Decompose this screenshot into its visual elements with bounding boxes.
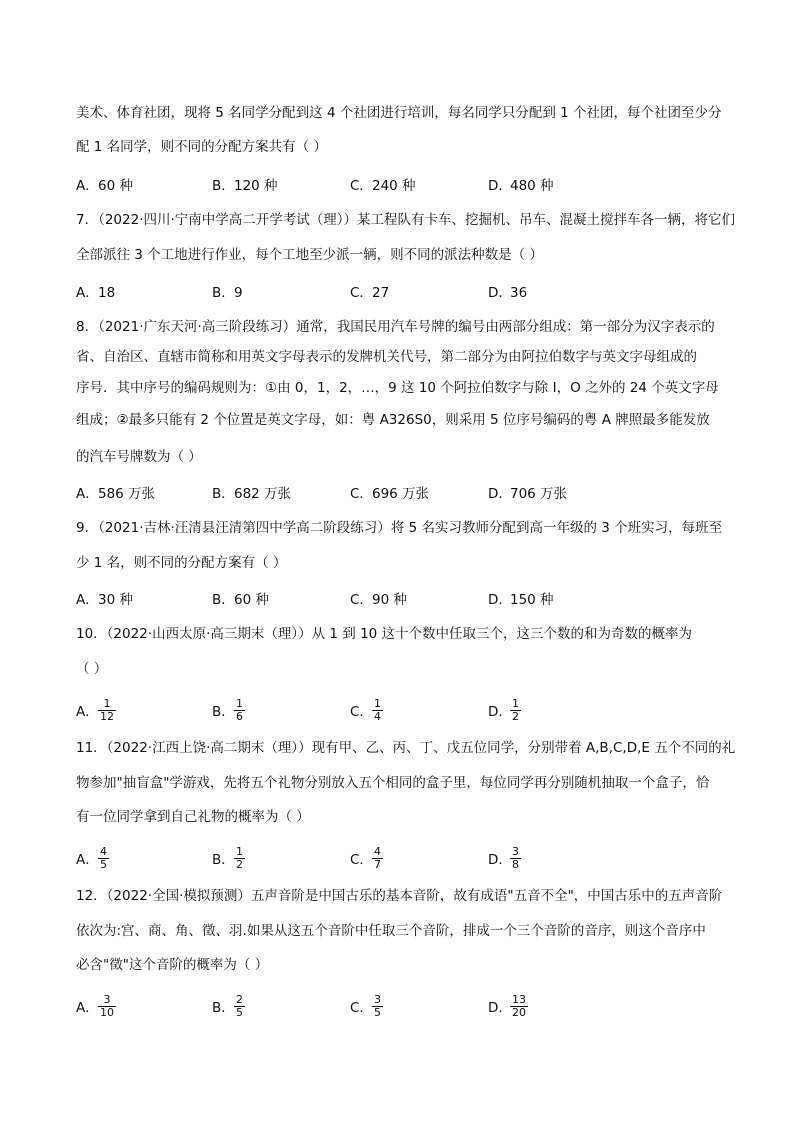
- option-label: D．: [488, 285, 512, 301]
- q7-option-b[interactable]: [212, 280, 243, 306]
- q6-text-line-2: 配 1 名同学，则不同的分配方案共有（ ）: [76, 139, 327, 155]
- option-label: C．: [350, 285, 373, 301]
- fraction: $\frac{1}{2}$: [512, 696, 519, 723]
- option-label: A．: [76, 704, 99, 720]
- q6-option-a[interactable]: [76, 173, 133, 199]
- option-label: C．: [350, 704, 373, 720]
- option-label: B．: [212, 852, 235, 868]
- option-label: B．: [212, 592, 235, 608]
- q10-text-line-1: 10．（2022·山西太原·高三期末（理））从 1 到 10 这十个数中任取三个，这三个数的和为奇数的概率为: [76, 626, 693, 642]
- fraction: $\frac{3}{5}$: [374, 992, 381, 1019]
- q6-option-d[interactable]: [488, 173, 554, 199]
- option-value: 27: [372, 285, 390, 301]
- option-value: 706 万张: [510, 486, 568, 502]
- q10-option-d[interactable]: [488, 696, 521, 725]
- q8-option-d[interactable]: [488, 481, 567, 507]
- q7-text-line-1: 7．（2022·四川·宁南中学高二开学考试（理））某工程队有卡车、挖掘机、吊车、混凝土搅拌车各一辆，将它们: [76, 212, 736, 228]
- q8-text-line-5: 的汽车号牌数为（ ）: [76, 449, 202, 465]
- q12-text-line-1: 12．（2022·全国·模拟预测）五声音阶是中国古乐的基本音阶，故有成语"五音不全"，中国古乐中的五声音阶: [76, 888, 723, 904]
- option-label: B．: [212, 178, 235, 194]
- q7-option-c[interactable]: [350, 280, 389, 306]
- option-value: 120 种: [234, 178, 278, 194]
- q12-options: [76, 992, 736, 1021]
- option-label: C．: [350, 852, 373, 868]
- option-label: A．: [76, 178, 99, 194]
- q9-text-line-2: 少 1 名，则不同的分配方案有（ ）: [76, 555, 287, 571]
- option-label: D．: [488, 704, 512, 720]
- option-label: C．: [350, 486, 373, 502]
- option-value: 30 种: [98, 592, 133, 608]
- q9-option-d[interactable]: [488, 587, 554, 613]
- option-label: D．: [488, 852, 512, 868]
- q12-option-a[interactable]: [76, 992, 116, 1021]
- option-value: 480 种: [510, 178, 554, 194]
- q9-options: [76, 587, 736, 613]
- q7-option-a[interactable]: [76, 280, 115, 306]
- option-value: 18: [98, 285, 116, 301]
- q6-option-c[interactable]: [350, 173, 416, 199]
- q12-option-d[interactable]: [488, 992, 528, 1021]
- option-label: B．: [212, 1000, 235, 1016]
- q8-options: [76, 481, 736, 507]
- option-label: A．: [76, 285, 99, 301]
- option-label: C．: [350, 178, 373, 194]
- q10-option-c[interactable]: [350, 696, 383, 725]
- q10-option-a[interactable]: [76, 696, 116, 725]
- q11-options: [76, 844, 736, 873]
- option-value: 240 种: [372, 178, 416, 194]
- q8-option-c[interactable]: [350, 481, 429, 507]
- fraction: $\frac{1}{2}$: [236, 844, 243, 871]
- q11-text-line-3: 有一位同学拿到自己礼物的概率为（ ）: [76, 809, 310, 825]
- option-label: D．: [488, 1000, 512, 1016]
- fraction: $\frac{1}{12}$: [100, 696, 114, 723]
- q11-option-b[interactable]: [212, 844, 245, 873]
- fraction: $\frac{13}{20}$: [512, 992, 526, 1019]
- option-label: A．: [76, 486, 99, 502]
- q10-option-b[interactable]: [212, 696, 245, 725]
- option-value: 36: [510, 285, 528, 301]
- option-label: D．: [488, 178, 512, 194]
- q9-option-a[interactable]: [76, 587, 133, 613]
- option-label: B．: [212, 486, 235, 502]
- q9-text-line-1: 9．（2021·吉林·汪清县汪清第四中学高二阶段练习）将 5 名实习教师分配到高一年级的 3 个班实习，每班至: [76, 520, 723, 536]
- q8-text-line-4: 组成；②最多只能有 2 个位置是英文字母，如：粤 A326S0，则采用 5 位序号编码的粤 A 牌照最多能发放: [76, 412, 710, 428]
- option-value: 586 万张: [98, 486, 156, 502]
- q10-options: [76, 696, 736, 725]
- q11-option-d[interactable]: [488, 844, 521, 873]
- q9-option-c[interactable]: [350, 587, 407, 613]
- q11-option-a[interactable]: [76, 844, 109, 873]
- option-label: B．: [212, 704, 235, 720]
- fraction: $\frac{3}{10}$: [100, 992, 114, 1019]
- q6-option-b[interactable]: [212, 173, 278, 199]
- q6-options: [76, 173, 736, 199]
- q8-option-b[interactable]: [212, 481, 291, 507]
- q7-options: [76, 280, 736, 306]
- option-value: 9: [234, 285, 243, 301]
- q9-option-b[interactable]: [212, 587, 269, 613]
- q8-text-line-3: 序号．其中序号的编码规则为：①由 0，1，2，…，9 这 10 个阿拉伯数字与除 I，O 之外的 24 个英文字母: [76, 380, 719, 396]
- option-value: 60 种: [234, 592, 269, 608]
- option-value: 90 种: [372, 592, 407, 608]
- q7-text-line-2: 全部派往 3 个工地进行作业，每个工地至少派一辆，则不同的派法种数是（ ）: [76, 247, 543, 263]
- q11-text-line-2: 物参加"抽盲盒"学游戏，先将五个礼物分别放入五个相同的盒子里，每位同学再分别随机抽取一个盒子，恰: [76, 775, 710, 791]
- option-value: 682 万张: [234, 486, 292, 502]
- q8-text-line-1: 8．（2021·广东天河·高三阶段练习）通常，我国民用汽车号牌的编号由两部分组成：第一部分为汉字表示的: [76, 319, 715, 335]
- q12-text-line-2: 依次为:宫、商、角、徵、羽.如果从这五个音阶中任取三个音阶，排成一个三个音阶的音序，则这个音序中: [76, 923, 706, 939]
- fraction: $\frac{2}{5}$: [236, 992, 243, 1019]
- q7-option-d[interactable]: [488, 280, 527, 306]
- option-label: A．: [76, 1000, 99, 1016]
- option-label: D．: [488, 486, 512, 502]
- q10-text-line-2: （ ）: [76, 661, 108, 677]
- q11-option-c[interactable]: [350, 844, 383, 873]
- option-label: D．: [488, 592, 512, 608]
- fraction: $\frac{1}{4}$: [374, 696, 381, 723]
- q6-text-line-1: 美术、体育社团，现将 5 名同学分配到这 4 个社团进行培训，每名同学只分配到 1 个社团，每个社团至少分: [76, 105, 722, 121]
- fraction: $\frac{4}{7}$: [374, 844, 381, 871]
- fraction: $\frac{3}{8}$: [512, 844, 519, 871]
- q12-option-b[interactable]: [212, 992, 245, 1021]
- option-label: C．: [350, 592, 373, 608]
- q12-option-c[interactable]: [350, 992, 383, 1021]
- q8-text-line-2: 省、自治区、直辖市简称和用英文字母表示的发牌机关代号，第二部分为由阿拉伯数字与英文字母组成的: [76, 349, 697, 365]
- fraction: $\frac{1}{6}$: [236, 696, 243, 723]
- q12-text-line-3: 必含"徵"这个音阶的概率为（ ）: [76, 957, 269, 973]
- option-label: A．: [76, 852, 99, 868]
- option-value: 60 种: [98, 178, 133, 194]
- option-value: 696 万张: [372, 486, 430, 502]
- fraction: $\frac{4}{5}$: [100, 844, 107, 871]
- option-label: B．: [212, 285, 235, 301]
- option-value: 150 种: [510, 592, 554, 608]
- option-label: C．: [350, 1000, 373, 1016]
- q8-option-a[interactable]: [76, 481, 155, 507]
- option-label: A．: [76, 592, 99, 608]
- q11-text-line-1: 11．（2022·江西上饶·高二期末（理））现有甲、乙、丙、丁、戊五位同学，分别带着 A,B,C,D,E 五个不同的礼: [76, 740, 736, 756]
